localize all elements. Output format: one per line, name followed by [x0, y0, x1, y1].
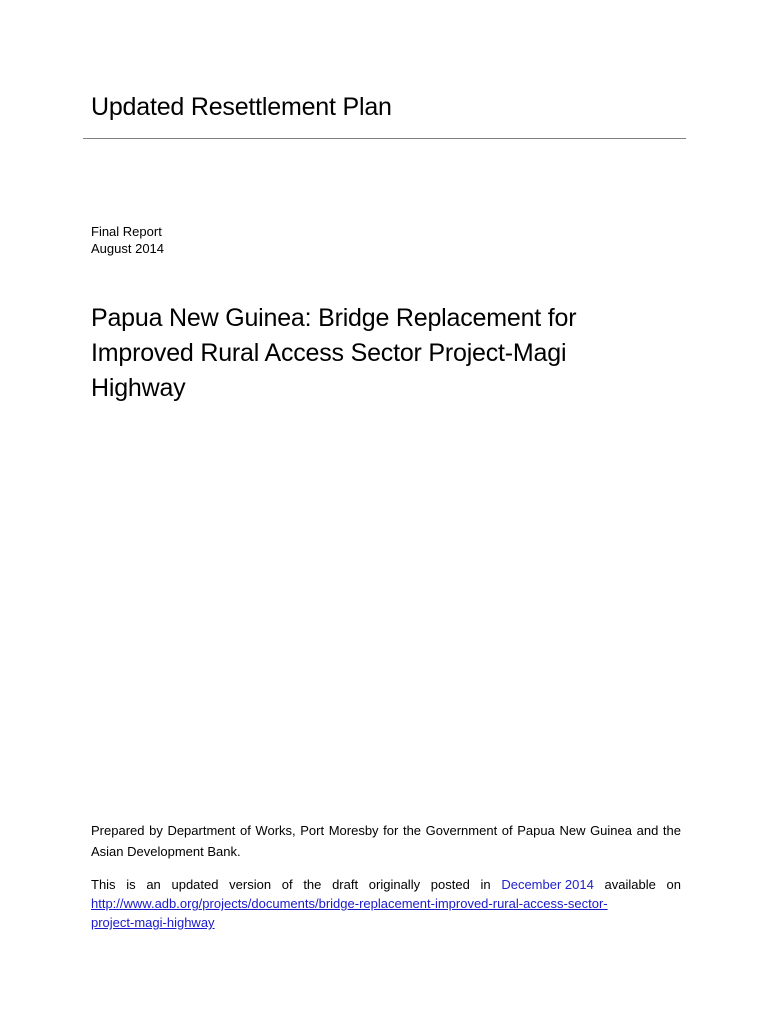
title-divider — [83, 138, 686, 139]
update-note — [91, 875, 681, 932]
prepared-by-statement: Prepared by Department of Works, Port Moresby for the Government of Papua New Guinea and the Asian Development Bank. — [91, 823, 681, 859]
note-word: in — [480, 877, 491, 892]
note-word: an — [146, 877, 161, 892]
note-word: version — [229, 877, 272, 892]
project-title-line: Highway — [91, 374, 186, 402]
report-status: Final Report — [91, 224, 162, 239]
project-title-line: Papua New Guinea: Bridge Replacement for — [91, 304, 577, 332]
note-word: is — [126, 877, 136, 892]
note-word: draft — [332, 877, 359, 892]
note-word: the — [303, 877, 322, 892]
project-title — [91, 301, 651, 406]
note-word: of — [281, 877, 293, 892]
note-word: originally — [368, 877, 421, 892]
project-title-line: Improved Rural Access Sector Project-Magi — [91, 339, 567, 367]
note-word: on — [666, 877, 681, 892]
note-word: available — [604, 877, 656, 892]
update-note-line — [91, 875, 681, 894]
document-link[interactable]: http://www.adb.org/projects/documents/bridge-replacement-improved-rural-access-sector- — [91, 896, 608, 911]
report-meta — [91, 223, 164, 257]
report-date: August 2014 — [91, 241, 165, 256]
note-word: posted — [430, 877, 470, 892]
document-link-continued[interactable]: project-magi-highway — [91, 915, 215, 930]
posted-date-highlight: December 2014 — [501, 877, 594, 892]
document-type-title: Updated Resettlement Plan — [91, 93, 392, 121]
note-word: updated — [171, 877, 219, 892]
note-word: This — [91, 877, 116, 892]
